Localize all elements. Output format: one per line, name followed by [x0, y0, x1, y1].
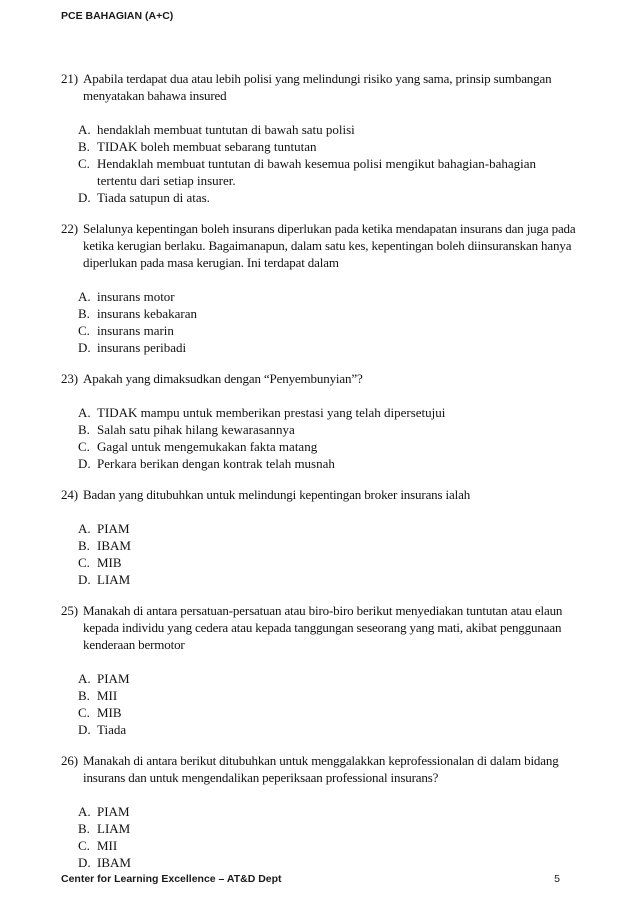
option-letter: C. [78, 156, 90, 171]
question-text: Manakah di antara berikut ditubuhkan untuk menggalakkan keprofessionalan di dalam bidang insurans dan untuk mengendalikan peperiksaan professional insurans? [83, 753, 559, 785]
page-footer [61, 873, 560, 885]
question-item [0, 602, 638, 738]
option-letter: A. [78, 521, 91, 536]
option-text: LIAM [97, 572, 131, 587]
answer-option [0, 189, 638, 206]
question-text: Apabila terdapat dua atau lebih polisi yang melindungi risiko yang sama, prinsip sumbangan menyatakan bahawa insured [83, 71, 552, 103]
option-text: hendaklah membuat tuntutan di bawah satu polisi [97, 122, 355, 137]
question-text: Selalunya kepentingan boleh insurans diperlukan pada ketika mendapatan insurans dan juga pada ketika kerugian berlaku. Bagaimanapun, dalam satu kes, kepentingan boleh diinsuranskan hanya diperlukan pada masa kerugian. Ini terdapat dalam [83, 221, 576, 270]
question-text-row [0, 602, 638, 653]
footer-text: Center for Learning Excellence – AT&D Dept [61, 873, 282, 885]
answer-option [0, 288, 638, 305]
option-text: TIDAK boleh membuat sebarang tuntutan [97, 139, 317, 154]
option-text: PIAM [97, 671, 130, 686]
option-letter: D. [78, 855, 91, 870]
answer-options [0, 288, 638, 356]
option-text: Tiada [97, 722, 127, 737]
page-header: PCE BAHAGIAN (A+C) [61, 10, 174, 22]
question-number: 25) [61, 603, 78, 618]
option-text: PIAM [97, 804, 130, 819]
question-number: 24) [61, 487, 78, 502]
question-item [0, 752, 638, 871]
answer-option [0, 339, 638, 356]
option-text: LIAM [97, 821, 131, 836]
answer-options [0, 121, 638, 206]
question-text: Apakah yang dimaksudkan dengan “Penyembunyian”? [83, 371, 363, 386]
option-letter: B. [78, 821, 90, 836]
option-letter: D. [78, 340, 91, 355]
option-text: Gagal untuk mengemukakan fakta matang [97, 439, 318, 454]
option-text: Perkara berikan dengan kontrak telah musnah [97, 456, 335, 471]
question-number: 26) [61, 753, 78, 768]
answer-option [0, 404, 638, 421]
option-letter: C. [78, 439, 90, 454]
option-text: MIB [97, 555, 122, 570]
option-text: IBAM [97, 538, 131, 553]
answer-option [0, 421, 638, 438]
question-text: Manakah di antara persatuan-persatuan atau biro-biro berikut menyediakan tuntutan atau elaun kepada individu yang cedera atau kepada tanggungan seseorang yang mati, akibat penggunaan kenderaan bermotor [83, 603, 563, 652]
answer-option [0, 138, 638, 155]
question-text-row [0, 370, 638, 387]
answer-option [0, 155, 638, 189]
option-text: insurans marin [97, 323, 174, 338]
question-number: 22) [61, 221, 78, 236]
question-item [0, 70, 638, 206]
option-letter: D. [78, 190, 91, 205]
option-letter: B. [78, 306, 90, 321]
question-text-row [0, 486, 638, 503]
option-letter: C. [78, 555, 90, 570]
answer-option [0, 571, 638, 588]
option-text: insurans kebakaran [97, 306, 197, 321]
option-text: Tiada satupun di atas. [97, 190, 210, 205]
question-text-row [0, 752, 638, 786]
question-number: 23) [61, 371, 78, 386]
answer-option [0, 305, 638, 322]
answer-options [0, 670, 638, 738]
option-text: PIAM [97, 521, 130, 536]
option-letter: B. [78, 139, 90, 154]
answer-option [0, 670, 638, 687]
answer-option [0, 854, 638, 871]
option-text: TIDAK mampu untuk memberikan prestasi yang telah dipersetujui [97, 405, 446, 420]
option-letter: C. [78, 705, 90, 720]
answer-option [0, 721, 638, 738]
option-text: insurans peribadi [97, 340, 187, 355]
option-letter: D. [78, 722, 91, 737]
answer-option [0, 554, 638, 571]
option-letter: A. [78, 804, 91, 819]
question-item [0, 370, 638, 472]
question-item [0, 486, 638, 588]
answer-option [0, 520, 638, 537]
answer-option [0, 121, 638, 138]
option-letter: A. [78, 671, 91, 686]
answer-options [0, 520, 638, 588]
answer-option [0, 704, 638, 721]
page-number: 5 [554, 873, 560, 885]
option-letter: D. [78, 456, 91, 471]
answer-option [0, 537, 638, 554]
question-number: 21) [61, 71, 78, 86]
option-letter: B. [78, 688, 90, 703]
option-text: insurans motor [97, 289, 175, 304]
option-text: MII [97, 688, 118, 703]
option-text: MII [97, 838, 118, 853]
option-letter: A. [78, 289, 91, 304]
option-letter: C. [78, 838, 90, 853]
answer-options [0, 803, 638, 871]
answer-option [0, 687, 638, 704]
answer-option [0, 803, 638, 820]
answer-option [0, 820, 638, 837]
question-text-row [0, 70, 638, 104]
option-text: Hendaklah membuat tuntutan di bawah kesemua polisi mengikut bahagian-bahagian tertentu dari setiap insurer. [97, 156, 536, 188]
question-text: Badan yang ditubuhkan untuk melindungi kepentingan broker insurans ialah [83, 487, 471, 502]
question-item [0, 220, 638, 356]
option-text: Salah satu pihak hilang kewarasannya [97, 422, 295, 437]
option-letter: B. [78, 422, 90, 437]
option-text: IBAM [97, 855, 131, 870]
answer-option [0, 837, 638, 854]
option-letter: A. [78, 405, 91, 420]
answer-options [0, 404, 638, 472]
option-letter: B. [78, 538, 90, 553]
option-letter: D. [78, 572, 91, 587]
option-letter: C. [78, 323, 90, 338]
answer-option [0, 438, 638, 455]
answer-option [0, 322, 638, 339]
question-list [0, 70, 638, 885]
option-text: MIB [97, 705, 122, 720]
option-letter: A. [78, 122, 91, 137]
answer-option [0, 455, 638, 472]
question-text-row [0, 220, 638, 271]
